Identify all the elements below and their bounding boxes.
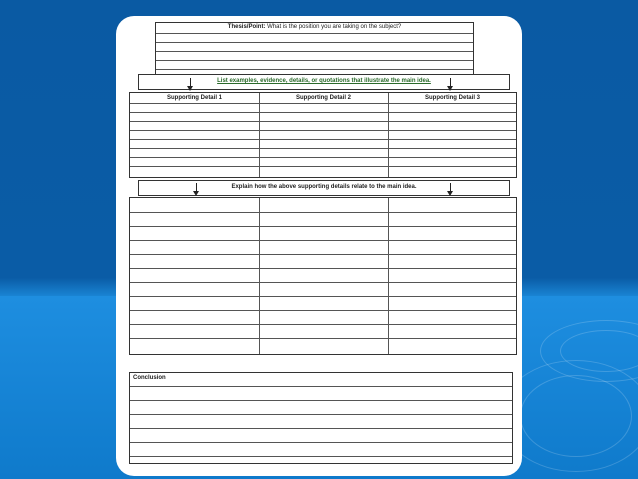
conclusion-box <box>129 372 513 464</box>
worksheet-card <box>116 16 522 476</box>
conclusion-label: Conclusion <box>133 375 166 381</box>
thesis-box <box>155 22 474 78</box>
down-arrow-icon <box>196 183 197 193</box>
down-arrow-icon <box>450 183 451 193</box>
column-header-1: Supporting Detail 1 <box>166 95 222 101</box>
explain-instruction: Explain how the above supporting details relate to the main idea. <box>231 184 417 190</box>
supporting-details-table <box>129 92 517 178</box>
thesis-label: Thesis/Point: <box>227 24 266 30</box>
thesis-prompt: What is the position you are taking on the subject? <box>267 24 402 30</box>
water-ripple-decoration <box>520 375 632 457</box>
column-header-3: Supporting Detail 3 <box>424 95 480 101</box>
down-arrow-icon <box>190 78 191 88</box>
explanation-table <box>129 197 517 355</box>
column-header-2: Supporting Detail 2 <box>295 95 351 101</box>
thesis-heading <box>156 24 473 30</box>
down-arrow-icon <box>450 78 451 88</box>
examples-instruction: List examples, evidence, details, or quotations that illustrate the main idea. <box>217 78 431 84</box>
examples-instruction-bar <box>138 74 510 90</box>
